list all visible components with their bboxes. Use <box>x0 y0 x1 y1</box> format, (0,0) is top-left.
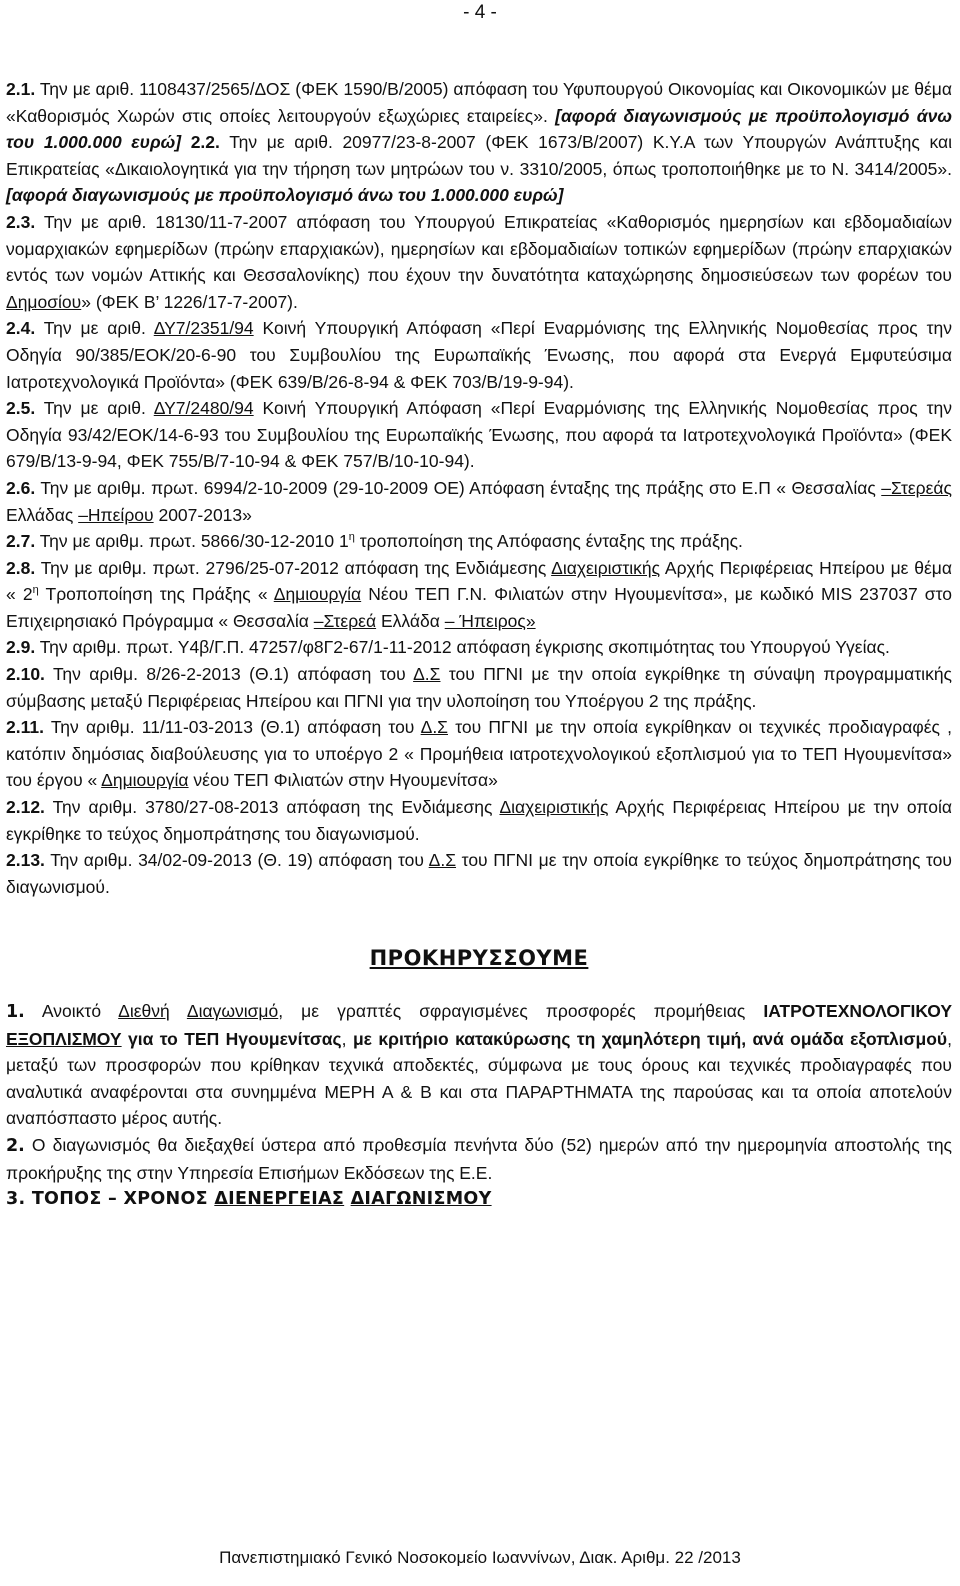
item-underlined: Δημοσίου <box>6 291 82 312</box>
item-label: 2.7. <box>6 531 36 552</box>
list-item-2-10 <box>6 661 952 714</box>
item-text: Ελλάδα <box>376 610 445 631</box>
page-footer: Πανεπιστημιακό Γενικό Νοσοκομείο Ιωαννίνων, Διακ. Αριθμ. 22 /2013 <box>219 1548 741 1567</box>
item-superscript: η <box>348 531 355 544</box>
item-label: 2.4. <box>6 318 36 339</box>
heading-underlined: ΔΙΑΓΩΝΙΣΜΟΥ <box>350 1189 492 1210</box>
paragraph-text: , <box>341 1028 353 1049</box>
list-item-2-4 <box>6 315 952 395</box>
item-label: 2.10. <box>6 664 45 685</box>
paragraph-underlined: Διεθνή <box>118 1001 170 1021</box>
item-text: Την με αριθ. 18130/11-7-2007 απόφαση του Υπουργού Επικρατείας «Καθορισμός ημερησίων και εβδομαδιαίων νομαρχιακών εφημερίδων (πρώην επαρχιακών), ημερησίων και εβδομαδιαίων τοπικών εφημερίδων (πρώην επαρχιακών εντός των νομών Αττικής και Θεσσαλονίκης) που έχουν την δυνατότητα καταχώρησης δημοσιεύσεων των φορέων του <box>6 211 952 286</box>
item-text: Την αριθμ. 8/26-2-2013 (Θ.1) απόφαση του <box>44 664 414 685</box>
item-text: 2007-2013» <box>153 504 252 525</box>
item-text: Την αριθμ. 11/11-03-2013 (Θ.1) απόφαση του <box>43 717 421 738</box>
paragraph-bold-underlined: ΕΞΟΠΛΙΣΜΟΥ <box>6 1028 122 1049</box>
list-item-2-5 <box>6 395 952 475</box>
list-item-2-7 <box>6 528 952 555</box>
item-text: Την με αριθ. <box>35 398 154 419</box>
item-underlined: Δ.Σ <box>413 664 441 685</box>
item-text: του ΠΓΝΙ με την οποία εγκρίθηκε το τεύχος δημοπράτησης του διαγωνισμού. <box>6 850 952 897</box>
item-tail: » (ΦΕΚ Β’ 1226/17-7-2007). <box>81 291 298 312</box>
item-label: 2.6. <box>6 477 36 498</box>
heading-text: 3. ΤΟΠΟΣ – ΧΡΟΝΟΣ <box>6 1189 215 1210</box>
item-text: Την με αριθμ. πρωτ. 6994/2-10-2009 (29-10-2009 ΟΕ) Απόφαση ένταξης της πράξης στο Ε.Π « Θεσσαλίας <box>35 477 882 498</box>
item-label: 2.9. <box>6 637 36 658</box>
item-label: 2.12. <box>6 797 45 818</box>
list-item-2-1 <box>6 76 952 209</box>
item-underlined: ΔΥ7/2480/94 <box>153 398 254 419</box>
page-number: - 4 - <box>463 2 497 23</box>
item-label: 2.3. <box>6 211 36 232</box>
item-text: Νέου ΤΕΠ Γ.Ν. Φιλιατών στην Ηγουμενίτσα», με κωδικό MIS 237037 στο Επιχειρησιακό Πρόγραμμα « Θεσσαλία <box>6 584 952 631</box>
item-text: Τροποποίηση της Πράξης « <box>38 584 274 605</box>
item-text: Την με αριθ. 20977/23-8-2007 (ΦΕΚ 1673/Β/2007) Κ.Υ.Α των Υπουργών Ανάπτυξης και Επικρατείας «Δικαιολογητικά για την τήρηση των μητρώων του ν. 3310/2005, όπως τροποποιήθηκε με το Ν. 3414/2005». <box>6 132 952 179</box>
paragraph-text: Ανοικτό <box>24 1001 119 1021</box>
item-label: 2.11. <box>6 717 44 738</box>
item-text: Ελλάδας <box>6 504 79 525</box>
paragraph-number: 1. <box>6 1002 25 1022</box>
item-text: Αρχής Περιφέρειας Ηπείρου με την οποία εγκρίθηκε το τεύχος δημοπράτησης του διαγωνισμού. <box>6 797 952 844</box>
item-text: τροποποίηση της Απόφασης ένταξης της πράξης. <box>354 531 743 552</box>
item-text: Την αριθμ. πρωτ. Υ4β/Γ.Π. 47257/φ8Γ2-67/1-11-2012 απόφαση έγκρισης σκοπιμότητας του Υπουργού Υγείας. <box>35 637 890 658</box>
list-item-2-8 <box>6 555 952 635</box>
item-text: Την αριθμ. 3780/27-08-2013 απόφαση της Ενδιάμεσης <box>44 797 500 818</box>
paragraph-number: 2. <box>6 1135 25 1156</box>
item-text: Κοινή Υπουργική Απόφαση «Περί Εναρμόνισης της Ελληνικής Νομοθεσίας προς την Οδηγία 90/385/ΕΟΚ/20-6-90 του Συμβουλίου της Ευρωπαϊκής Ένωσης, που αφορά στα Ενεργά Εμφυτεύσιμα Ιατροτεχνολογικά Προϊόντα» (ΦΕΚ 639/Β/26-8-94 & ΦΕΚ 703/Β/19-9-94). <box>6 318 952 392</box>
item-underlined: ΔΥ7/2351/94 <box>153 318 254 339</box>
item-superscript: η <box>32 584 39 597</box>
paragraph-text: , μεταξύ των προσφορών που κρίθηκαν τεχνικά αποδεκτές, σύμφωνα με τους όρους και τεχνικές προδιαγραφές που αναλυτικά αναφέρονται στα συνημμένα ΜΕΡΗ Α & Β και στα ΠΑΡΑΡΤΗΜΑΤΑ της παρούσας και τα οποία αποτελούν αναπόσπαστο μέρος αυτής. <box>6 1028 952 1129</box>
item-note: [αφορά διαγωνισμούς με προϋπολογισμό άνω του 1.000.000 ευρώ] <box>6 185 564 206</box>
paragraph-text: Ο διαγωνισμός θα διεξαχθεί ύστερα από προθεσμία πενήντα δύο (52) ημερών από την ημερομηνία αποστολής της προκήρυξης της στην Υπηρεσία Επισήμων Εκδόσεων της Ε.Ε. <box>6 1134 952 1183</box>
list-item-2-12 <box>6 794 952 847</box>
item-underlined: Διαχειριστικής <box>551 557 661 578</box>
list-item-2-9 <box>6 634 952 661</box>
item-text: Την με αριθμ. πρωτ. 2796/25-07-2012 απόφαση της Ενδιάμεσης <box>35 557 552 578</box>
list-item-2-3 <box>6 209 952 315</box>
item-label: 2.13. <box>6 850 45 871</box>
item-text: του ΠΓΝΙ με την οποία εγκρίθηκαν οι τεχνικές προδιαγραφές , κατόπιν δημόσιας διαβούλευσης για το υποέργο 2 « Προμήθεια ιατροτεχνολογικού εξοπλισμού για το ΤΕΠ Ηγουμενίτσα» του έργου « <box>6 717 952 791</box>
paragraph-text: , με γραπτές σφραγισμένες προσφορές προμήθειας <box>278 1001 764 1021</box>
item-underlined: Δ.Σ <box>428 850 457 871</box>
item-label: 2.1. <box>6 79 36 99</box>
item-text: νέου ΤΕΠ Φιλιατών στην Ηγουμενίτσα» <box>188 770 498 791</box>
item-underlined: – Ήπειρος» <box>444 610 536 631</box>
item-text: Την αριθμ. 34/02-09-2013 (Θ. 19) απόφαση του <box>44 850 429 871</box>
paragraph-bold: για το ΤΕΠ Ηγουμενίτσας <box>121 1028 342 1049</box>
item-underlined: Δημιουργία <box>273 584 362 605</box>
item-text: Κοινή Υπουργική Απόφαση «Περί Εναρμόνισης της Ελληνικής Νομοθεσίας προς την Οδηγία 93/42/ΕΟΚ/14-6-93 του Συμβουλίου της Ευρωπαϊκής Ένωσης, που αφορά τα Ιατροτεχνολογικά Προϊόντα» (ΦΕΚ 679/Β/13-9-94, ΦΕΚ 755/Β/7-10-94 & ΦΕΚ 757/Β/10-10-94). <box>6 398 952 472</box>
item-label: 2.8. <box>6 557 36 578</box>
item-text: του ΠΓΝΙ με την οποία εγκρίθηκε τη σύναψη προγραμματικής σύμβασης μεταξύ Περιφέρειας Ηπείρου και ΠΓΝΙ για την υλοποίηση του Υποέργου 2 της πράξης. <box>6 664 952 711</box>
item-underlined: –Ηπείρου <box>78 504 154 525</box>
heading-underlined: ΔΙΕΝΕΡΓΕΙΑΣ <box>214 1189 345 1210</box>
item-text: Την με αριθ. 1108437/2565/ΔΟΣ (ΦΕΚ 1590/Β/2005) απόφαση του Υφυπουργού Οικονομίας και Οικονομικών με θέμα «Καθορισμός Χωρών στις οποίες λειτουργούν εξωχώριες εταιρείες». <box>6 79 952 126</box>
list-item-2-6 <box>6 475 952 528</box>
paragraph-2 <box>6 1132 952 1186</box>
item-text: Την με αριθ. <box>35 318 154 339</box>
document-body <box>6 76 952 1213</box>
item-underlined: –Στερεάς <box>881 477 952 498</box>
item-underlined: –Στερεά <box>313 610 377 631</box>
paragraph-text <box>170 1001 187 1021</box>
item-underlined: Δ.Σ <box>420 717 448 738</box>
paragraph-bold: με κριτήριο κατακύρωσης τη χαμηλότερη τιμή, ανά ομάδα εξοπλισμού <box>352 1028 948 1049</box>
list-item-2-13 <box>6 847 952 900</box>
section-3-heading <box>6 1186 952 1213</box>
item-label: 2.5. <box>6 398 36 419</box>
item-underlined: Διαχειριστικής <box>499 797 609 818</box>
list-item-2-11 <box>6 714 952 794</box>
paragraph-underlined: Διαγωνισμό <box>186 1001 279 1021</box>
item-underlined: Δημιουργία <box>101 770 189 791</box>
item-note: [αφορά διαγωνισμούς με προϋπολογισμό άνω του 1.000.000 ευρώ] <box>6 105 952 153</box>
item-text: Την με αριθμ. πρωτ. 5866/30-12-2010 1 <box>35 531 349 552</box>
paragraph-1 <box>6 998 952 1132</box>
paragraph-bold: ΙΑΤΡΟΤΕΧΝΟΛΟΓΙΚΟΥ <box>763 1001 952 1021</box>
item-label: 2.2. <box>190 132 220 153</box>
item-text: Αρχής Περιφέρειας Ηπείρου με θέμα « 2 <box>6 557 952 605</box>
section-heading: ΠΡΟΚΗΡΥΣΣΟΥΜΕ <box>369 946 589 971</box>
